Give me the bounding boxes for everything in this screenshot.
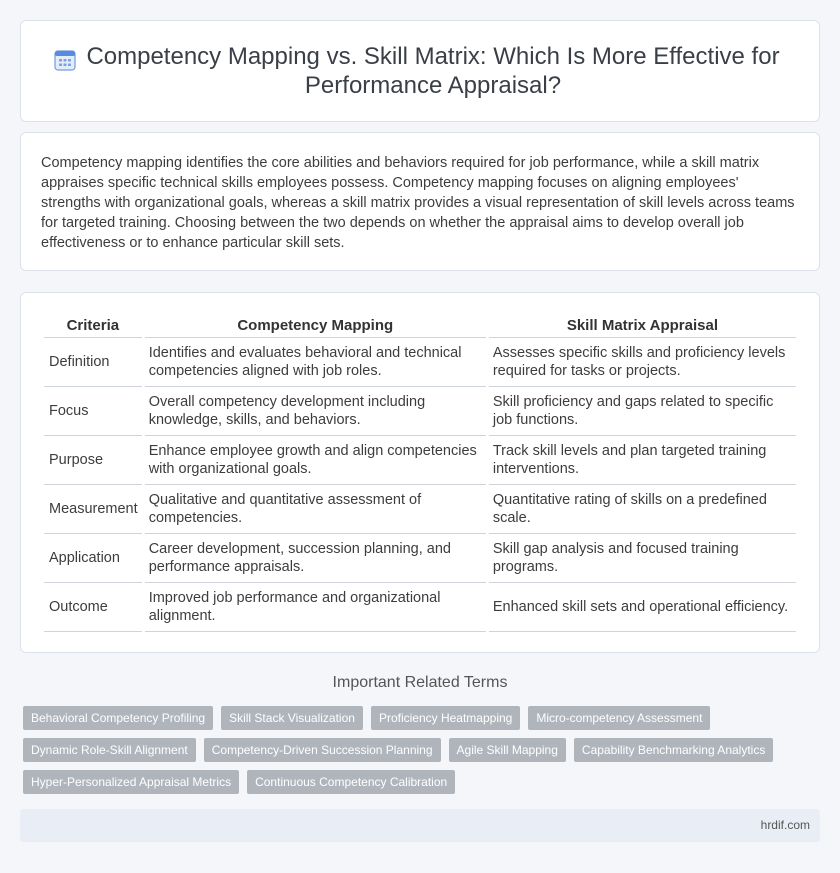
related-term-tag[interactable]: Dynamic Role-Skill Alignment <box>23 738 196 762</box>
row-competency-mapping: Qualitative and quantitative assessment of competencies. <box>145 485 486 534</box>
row-competency-mapping: Overall competency development including knowledge, skills, and behaviors. <box>145 387 486 436</box>
table-row <box>44 485 796 534</box>
footer-site-link[interactable]: hrdif.com <box>760 818 810 832</box>
table-header-row <box>44 314 796 338</box>
related-terms-heading: Important Related Terms <box>332 674 508 691</box>
comparison-table <box>41 314 799 632</box>
related-term-tag[interactable]: Micro-competency Assessment <box>528 706 710 730</box>
related-term-tag[interactable]: Agile Skill Mapping <box>449 738 566 762</box>
row-criteria: Measurement <box>44 485 142 534</box>
title-card <box>20 20 820 122</box>
row-criteria: Application <box>44 534 142 583</box>
row-competency-mapping: Enhance employee growth and align competencies with organizational goals. <box>145 436 486 485</box>
table-row <box>44 436 796 485</box>
table-row <box>44 387 796 436</box>
comparison-card <box>20 292 820 653</box>
row-skill-matrix: Skill proficiency and gaps related to specific job functions. <box>489 387 796 436</box>
row-competency-mapping: Improved job performance and organizational alignment. <box>145 583 486 632</box>
table-row <box>44 338 796 387</box>
header-skill-matrix: Skill Matrix Appraisal <box>489 314 796 338</box>
related-terms-list <box>23 706 813 794</box>
table-row <box>44 534 796 583</box>
row-criteria: Purpose <box>44 436 142 485</box>
row-skill-matrix: Track skill levels and plan targeted training interventions. <box>489 436 796 485</box>
related-term-tag[interactable]: Proficiency Heatmapping <box>371 706 520 730</box>
row-skill-matrix: Assesses specific skills and proficiency levels required for tasks or projects. <box>489 338 796 387</box>
related-term-tag[interactable]: Continuous Competency Calibration <box>247 770 455 794</box>
related-term-tag[interactable]: Competency-Driven Succession Planning <box>204 738 441 762</box>
related-term-tag[interactable]: Capability Benchmarking Analytics <box>574 738 773 762</box>
intro-card <box>20 132 820 271</box>
row-criteria: Focus <box>44 387 142 436</box>
page-title: Competency Mapping vs. Skill Matrix: Which Is More Effective for Performance Appraisal? <box>86 43 780 99</box>
row-skill-matrix: Quantitative rating of skills on a predefined scale. <box>489 485 796 534</box>
row-skill-matrix: Skill gap analysis and focused training programs. <box>489 534 796 583</box>
table-row <box>44 583 796 632</box>
row-competency-mapping: Career development, succession planning, and performance appraisals. <box>145 534 486 583</box>
footer <box>20 809 820 842</box>
row-criteria: Outcome <box>44 583 142 632</box>
related-term-tag[interactable]: Hyper-Personalized Appraisal Metrics <box>23 770 239 794</box>
related-term-tag[interactable]: Skill Stack Visualization <box>221 706 363 730</box>
row-criteria: Definition <box>44 338 142 387</box>
header-criteria: Criteria <box>44 314 142 338</box>
header-competency-mapping: Competency Mapping <box>145 314 486 338</box>
row-skill-matrix: Enhanced skill sets and operational efficiency. <box>489 583 796 632</box>
related-term-tag[interactable]: Behavioral Competency Profiling <box>23 706 213 730</box>
row-competency-mapping: Identifies and evaluates behavioral and technical competencies aligned with job roles. <box>145 338 486 387</box>
intro-paragraph: Competency mapping identifies the core abilities and behaviors required for job performance, while a skill matrix appraises specific technical skills employees possess. Competency mapping focuses on aligning employees' strengths with organizational goals, whereas a skill matrix provides a visual representation of skill levels across teams for targeted training. Choosing between the two depends on whether the appraisal aims to develop overall job effectiveness or to enhance particular skill sets. <box>41 155 795 251</box>
